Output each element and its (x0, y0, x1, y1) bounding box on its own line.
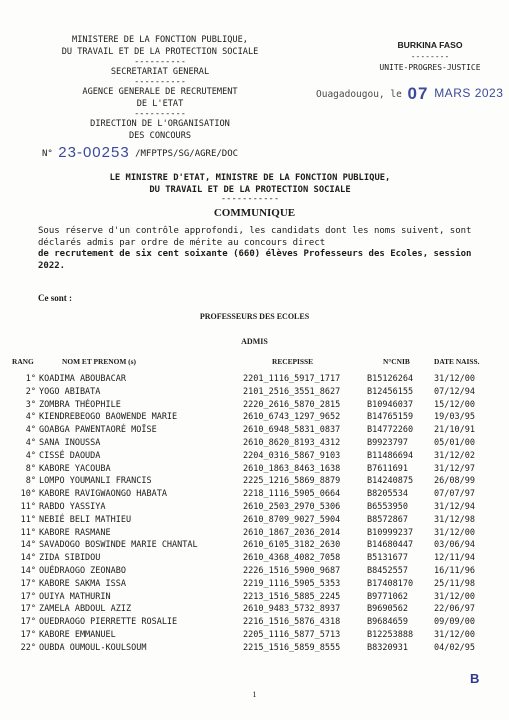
cnib-cell: B14772260 (367, 425, 414, 436)
recepisse-cell: 2610_9483_5732_8937 (243, 604, 341, 615)
birthdate-cell: 22/06/97 (434, 604, 475, 615)
table-row (0, 373, 509, 386)
country-motto: UNITE-PROGRES-JUSTICE (379, 63, 481, 72)
name-cell: SAVADOGO BOSWINDE MARIE CHANTAL (39, 540, 198, 551)
cnib-cell: B11486694 (367, 450, 414, 461)
recepisse-cell: 2610_6948_5831_0837 (243, 425, 341, 436)
birthdate-cell: 03/06/94 (434, 540, 475, 551)
birthdate-cell: 31/12/00 (434, 374, 475, 384)
name-cell: KABORE YACOUBA (39, 463, 111, 474)
birthdate-cell: 25/11/98 (434, 578, 475, 589)
section-title: PROFESSEURS DES ECOLES (199, 312, 310, 321)
name-cell: GOABGA PAWENTAORÉ MOÏSE (39, 425, 157, 436)
ministry-line-1: MINISTERE DE LA FONCTION PUBLIQUE, (72, 35, 248, 45)
table-row (0, 399, 509, 412)
birthdate-cell: 21/10/91 (434, 425, 475, 436)
cnib-cell: B8320931 (367, 642, 408, 653)
recepisse-cell: 2610_4368_4082_7058 (243, 553, 341, 564)
recepisse-cell: 2204_0316_5867_9103 (243, 450, 341, 461)
name-cell: ZIDA SIBIDOU (39, 553, 101, 564)
cnib-cell: B17408170 (367, 578, 414, 589)
name-cell: KABORE RAVIGWAONGO HABATA (39, 489, 167, 500)
header-recepisse: RECEPISSE (272, 357, 314, 366)
communique-paragraph (38, 226, 478, 272)
recepisse-cell: 2610_6105_3182_2630 (243, 540, 341, 551)
paragraph-normal-text: Sous réserve d'un contrôle approfondi, les candidats dont les noms suivent, sont déclarés admis par ordre de mérite au concours direct (38, 226, 472, 248)
table-row (0, 603, 509, 616)
ce-sont-label: Ce sont : (38, 293, 72, 303)
date-prefix: Ouagadougou, le (316, 89, 402, 100)
rank-cell: 14° (20, 540, 36, 551)
rank-cell: 14° (20, 553, 36, 564)
name-cell: KABORE EMMANUEL (39, 629, 116, 640)
rank-cell: 17° (20, 629, 36, 640)
reference-number (42, 144, 238, 161)
table-row (0, 386, 509, 399)
direction-line-1: DIRECTION DE L'ORGANISATION (90, 119, 230, 129)
reference-stamp-number: 23-00253 (58, 144, 130, 161)
recepisse-cell: 2226_1516_5900_9687 (243, 565, 341, 576)
birthdate-cell: 16/11/96 (434, 565, 475, 576)
table-row (0, 488, 509, 501)
birthdate-cell: 19/03/95 (434, 412, 475, 423)
table-row (0, 411, 509, 424)
ministry-header (30, 34, 290, 142)
secretariat-line: SECRETARIAT GENERAL (110, 67, 210, 77)
birthdate-cell: 04/02/95 (434, 642, 475, 653)
birthdate-cell: 31/12/00 (434, 527, 475, 538)
name-cell: KABORE SAKMA ISSA (39, 578, 126, 589)
header-rang: RANG (12, 357, 34, 366)
rank-cell: 4° (25, 412, 36, 423)
name-cell: KOADIMA ABOUBACAR (39, 374, 126, 384)
table-row (0, 539, 509, 552)
recepisse-cell: 2220_2616_5870_2815 (243, 399, 341, 410)
header-dash-1: ---------- (134, 57, 186, 67)
rank-cell: 17° (20, 604, 36, 615)
country-dash: -------- (410, 52, 450, 61)
country-header (378, 40, 482, 73)
recepisse-cell: 2610_8620_8193_4312 (243, 437, 341, 448)
birthdate-cell: 31/12/98 (434, 514, 475, 525)
rank-cell: 11° (20, 514, 36, 525)
reference-suffix: /MFPTPS/SG/AGRE/DOC (135, 149, 239, 159)
table-row (0, 424, 509, 437)
table-row (0, 591, 509, 604)
name-cell: LOMPO YOUMANLI FRANCIS (39, 476, 152, 487)
results-table-body (0, 373, 509, 655)
rank-cell: 11° (20, 527, 36, 538)
cnib-cell: B15126264 (367, 374, 414, 384)
table-row (0, 578, 509, 591)
recepisse-cell: 2610_2503_2970_5306 (243, 501, 341, 512)
birthdate-cell: 09/09/00 (434, 617, 475, 628)
minister-heading (80, 172, 420, 202)
cnib-cell: B9771062 (367, 591, 408, 602)
header-cnib: N°CNIB (383, 357, 410, 366)
cnib-cell: B5131677 (367, 553, 408, 564)
name-cell: KABORE RASMANE (39, 527, 111, 538)
rank-cell: 17° (20, 578, 36, 589)
rank-cell: 8° (25, 463, 36, 474)
birthdate-cell: 31/12/00 (434, 629, 475, 640)
cnib-cell: B9684659 (367, 617, 408, 628)
agency-line-2: DE L'ETAT (136, 99, 184, 109)
table-row (0, 629, 509, 642)
table-row (0, 437, 509, 450)
cnib-cell: B14765159 (367, 412, 414, 423)
recepisse-cell: 2218_1116_5905_0664 (243, 489, 341, 500)
name-cell: OUBDA OUMOUL-KOULSOUM (39, 642, 147, 653)
name-cell: ZAMELA ABDOUL AZIZ (39, 604, 132, 615)
rank-cell: 1° (25, 374, 36, 384)
cnib-cell: B8572867 (367, 514, 408, 525)
name-cell: OUEDRAOGO PIERRETTE ROSALIE (39, 617, 178, 628)
cnib-cell: B6553950 (367, 501, 408, 512)
cnib-cell: B10999237 (367, 527, 414, 538)
rank-cell: 3° (25, 399, 36, 410)
recepisse-cell: 2213_1516_5885_2245 (243, 591, 341, 602)
table-row (0, 501, 509, 514)
table-row (0, 475, 509, 488)
recepisse-cell: 2219_1116_5905_5353 (243, 578, 341, 589)
reference-n-label: N° (42, 149, 53, 159)
cnib-cell: B9923797 (367, 437, 408, 448)
table-row (0, 450, 509, 463)
rank-cell: 17° (20, 617, 36, 628)
birthdate-cell: 31/12/94 (434, 501, 475, 512)
table-row (0, 527, 509, 540)
birthdate-cell: 26/08/99 (434, 476, 475, 487)
name-cell: ZOMBRA THÉOPHILE (39, 399, 121, 410)
rank-cell: 10° (20, 489, 36, 500)
recepisse-cell: 2205_1116_5877_5713 (243, 629, 341, 640)
birthdate-cell: 05/01/00 (434, 437, 475, 448)
handwritten-initial: B (470, 671, 480, 686)
header-dash-2: ---------- (134, 77, 186, 87)
minister-line-1: LE MINISTRE D'ETAT, MINISTRE DE LA FONCTION PUBLIQUE, (109, 173, 391, 183)
page-number: 1 (252, 690, 257, 699)
name-cell: NEBIÉ BELI MATHIEU (39, 514, 132, 525)
birthdate-cell: 31/12/00 (434, 591, 475, 602)
cnib-cell: B7611691 (367, 463, 408, 474)
rank-cell: 22° (20, 642, 36, 653)
minister-line-2: DU TRAVAIL ET DE LA PROTECTION SOCIALE (149, 185, 351, 195)
ministry-line-2: DU TRAVAIL ET DE LA PROTECTION SOCIALE (61, 47, 259, 57)
direction-line-2: DES CONCOURS (128, 131, 192, 141)
rank-cell: 4° (25, 450, 36, 461)
recepisse-cell: 2101_2516_3551_8627 (243, 386, 341, 397)
recepisse-cell: 2215_1516_5859_8555 (243, 642, 341, 653)
rank-cell: 17° (20, 591, 36, 602)
birthdate-cell: 15/12/00 (434, 399, 475, 410)
name-cell: OUÉDRAOGO ZEONABO (39, 565, 126, 576)
table-row (0, 616, 509, 629)
table-row (0, 552, 509, 565)
rank-cell: 11° (20, 501, 36, 512)
date-stamp-day: 07 (407, 84, 429, 103)
table-row (0, 514, 509, 527)
name-cell: KIENDREBEOGO BAOWENDE MARIE (39, 412, 178, 423)
recepisse-cell: 2610_1867_2036_2014 (243, 527, 341, 538)
recepisse-cell: 2610_8709_9027_5904 (243, 514, 341, 525)
recepisse-cell: 2201_1116_5917_1717 (243, 374, 341, 384)
cnib-cell: B8452557 (367, 565, 408, 576)
document-title: COMMUNIQUE (213, 207, 296, 219)
header-date: DATE NAISS. (434, 357, 480, 366)
birthdate-cell: 31/12/97 (434, 463, 475, 474)
rank-cell: 4° (25, 425, 36, 436)
table-row (0, 463, 509, 476)
cnib-cell: B14680447 (367, 540, 414, 551)
country-name: BURKINA FASO (397, 40, 463, 50)
header-dash-3: ---------- (134, 109, 186, 119)
minister-dash: ----------- (220, 194, 280, 204)
table-row (0, 642, 509, 655)
date-stamp-month-year: MARS 2023 (434, 86, 504, 100)
birthdate-cell: 07/07/97 (434, 489, 475, 500)
header-nom: NOM ET PRENOM (s) (62, 357, 136, 366)
rank-cell: 2° (25, 386, 36, 397)
agency-line-1: AGENCE GENERALE DE RECRUTEMENT (82, 87, 238, 97)
paragraph-bold-text: de recrutement de six cent soixante (660) élèves Professeurs des Ecoles, session 2022. (38, 249, 472, 271)
cnib-cell: B14240875 (367, 476, 414, 487)
rank-cell: 8° (25, 476, 36, 487)
birthdate-cell: 31/12/02 (434, 450, 475, 461)
name-cell: OUIYA MATHURIN (39, 591, 111, 602)
cnib-cell: B8205534 (367, 489, 408, 500)
birthdate-cell: 07/12/94 (434, 386, 475, 397)
cnib-cell: B10946037 (367, 399, 414, 410)
table-row (0, 565, 509, 578)
subsection-title: ADMIS (241, 337, 268, 346)
rank-cell: 14° (20, 565, 36, 576)
cnib-cell: B12456155 (367, 386, 414, 397)
rank-cell: 4° (25, 437, 36, 448)
recepisse-cell: 2610_1863_8463_1638 (243, 463, 341, 474)
recepisse-cell: 2610_6743_1297_9652 (243, 412, 341, 423)
name-cell: CISSÉ DAOUDA (39, 450, 101, 461)
name-cell: SANA INOUSSA (39, 437, 101, 448)
cnib-cell: B9690562 (367, 604, 408, 615)
date-line (316, 84, 503, 104)
name-cell: RABDO YASSIYA (39, 501, 106, 512)
recepisse-cell: 2225_1216_5869_8879 (243, 476, 341, 487)
name-cell: YOGO ABIBATA (39, 386, 101, 397)
recepisse-cell: 2216_1516_5876_4318 (243, 617, 341, 628)
cnib-cell: B12253888 (367, 629, 414, 640)
birthdate-cell: 12/11/94 (434, 553, 475, 564)
